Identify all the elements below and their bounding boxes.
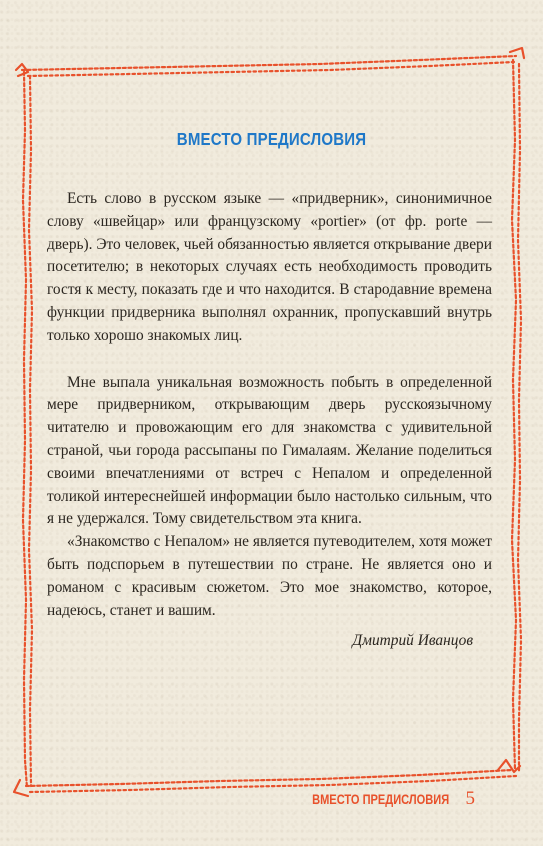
chapter-heading: ВМЕСТО ПРЕДИСЛОВИЯ [176,129,367,149]
chapter-body [47,188,492,622]
running-title: ВМЕСТО ПРЕДИСЛОВИЯ [312,792,450,807]
paragraph-purpose: Мне выпала уникальная возможность побыть в определенной мере придверником, открывающим дверь русскоязычному читателю и провожающим его для знакомства с удивительной страной, чьи города рассыпаны по Гималаям. Желание поделиться своими впечатлениями от встреч с Непалом и определенной толикой интереснейшей информации было настолько сильным, что я не удержался. Тому свидетельством эта книга. [47,373,492,528]
author-signature: Дмитрий Иванцов [352,632,473,649]
paragraph-intro: Есть слово в русском языке — «придверник», синонимичное слову «швейцар» или французскому «portier» (от фр. porte — дверь). Это человек, чьей обязанностью является открывание двери посетителю; в некоторых случаях есть необходимость проводить гостя к месту, показать где и что находится. В стародавние времена функции придверника выполнял охранник, пропускавший внутрь только хорошо знакомых лиц. [47,190,492,344]
page-number: 5 [465,788,475,809]
paragraph-disclaimer: «Знакомство с Непалом» не является путеводителем, хотя может быть подспорьем в путешествии по стране. Не является оно и романом с красивым сюжетом. Это мое знакомство, которое, надеюсь, станет и вашим. [47,533,492,619]
page-footer [282,788,475,810]
